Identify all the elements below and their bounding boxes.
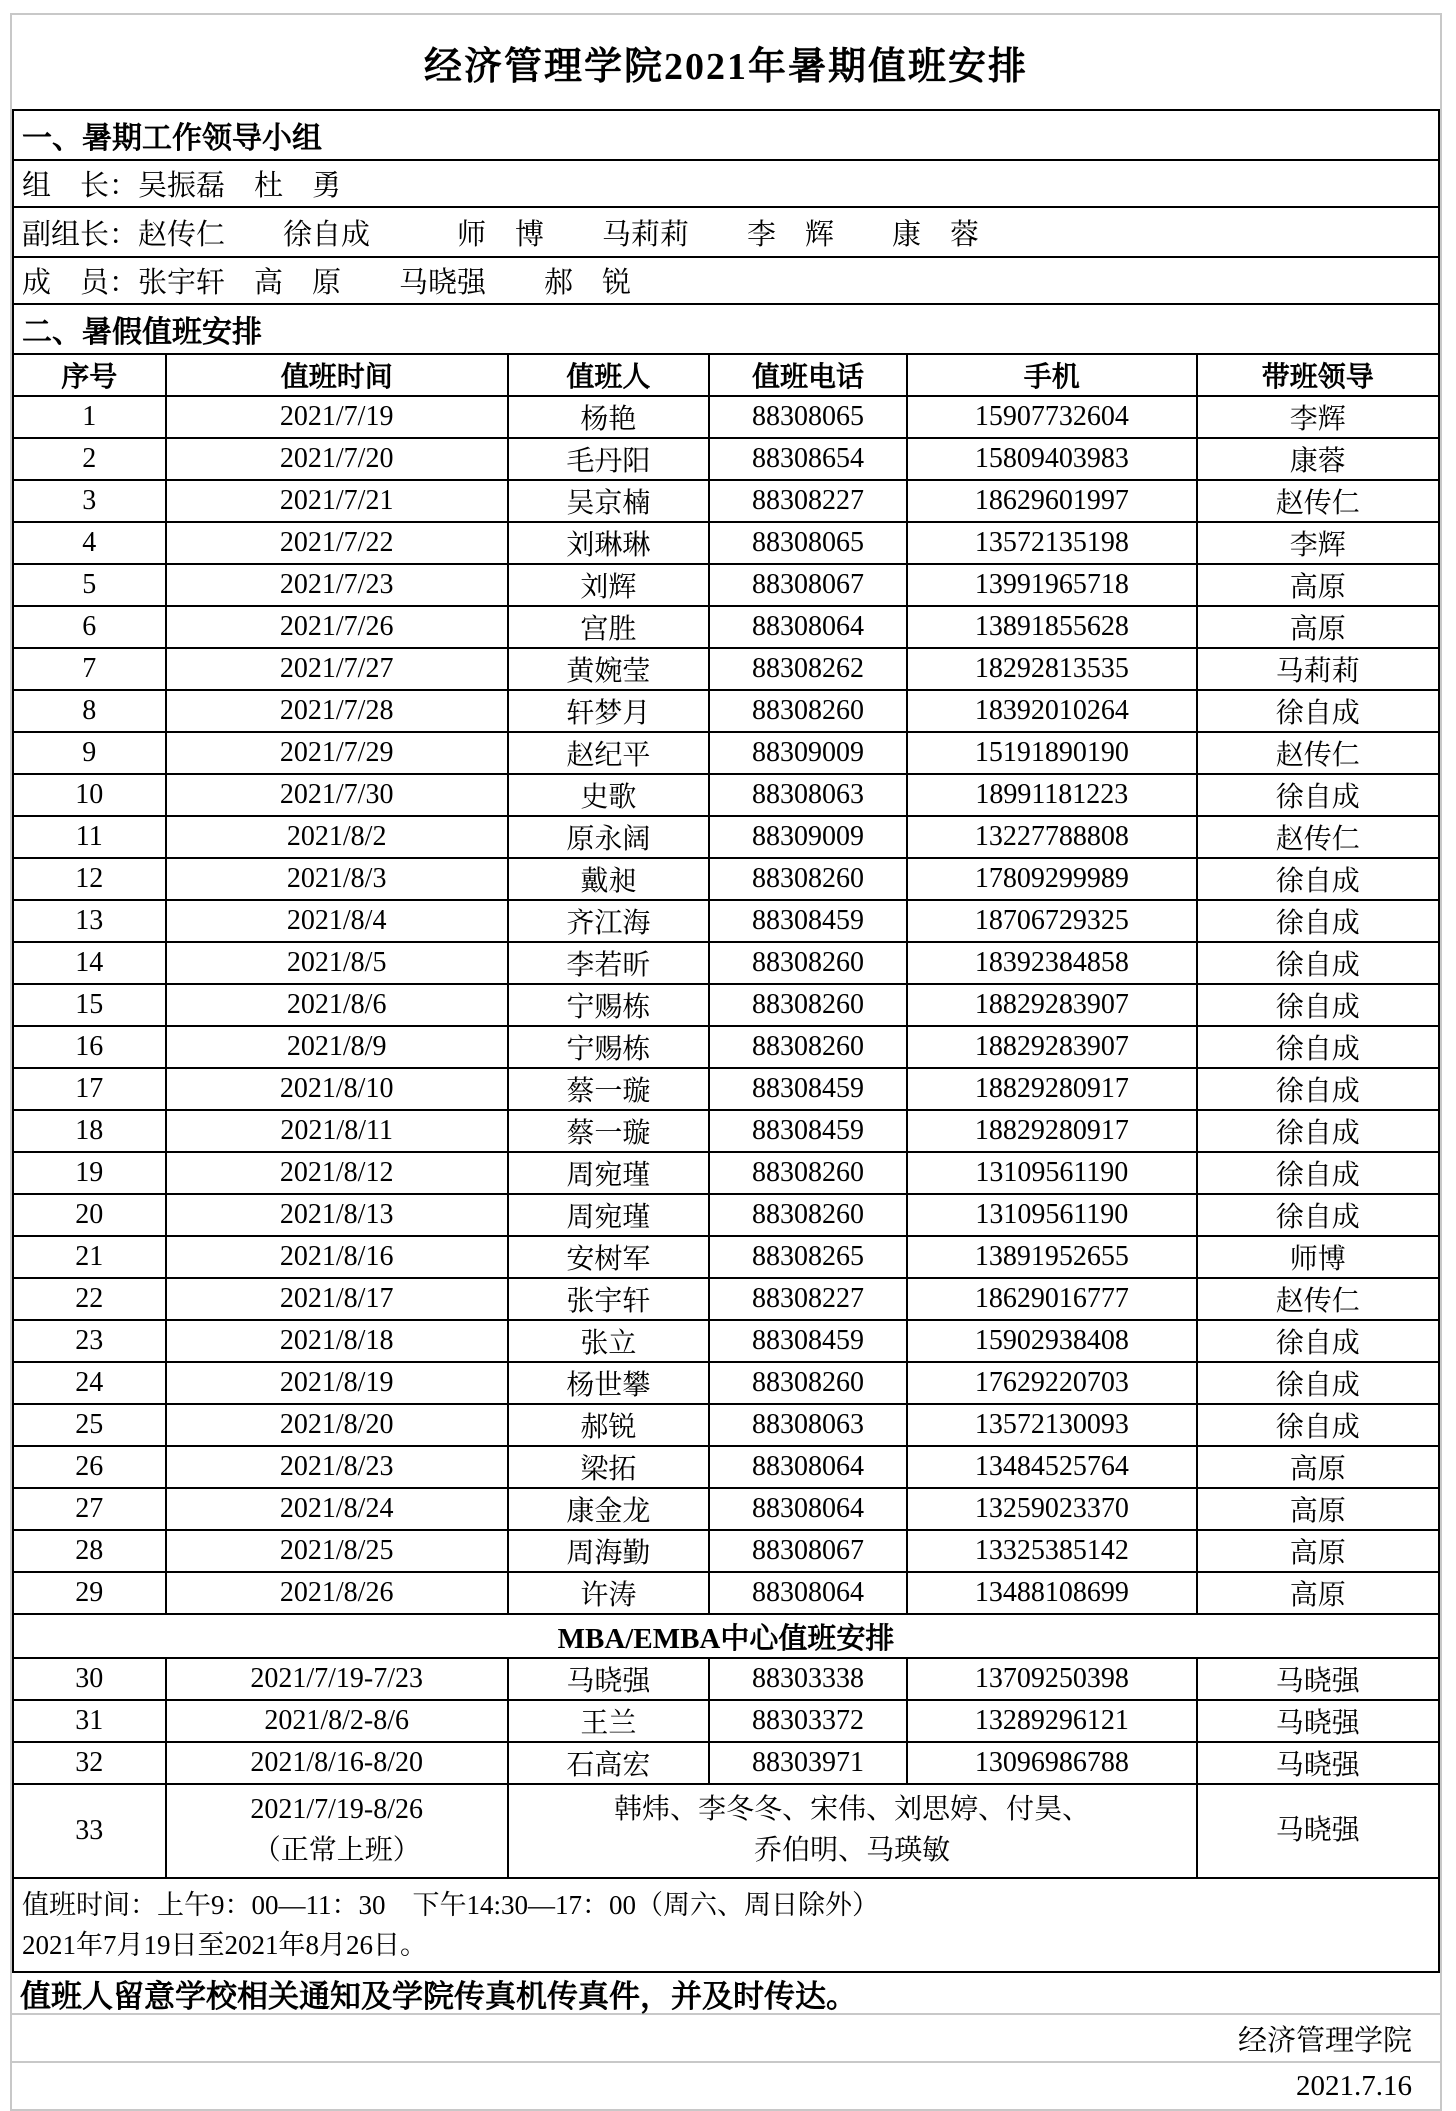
- cell-office-phone: 88308064: [709, 1572, 907, 1614]
- cell-no: 10: [13, 774, 166, 816]
- cell-duty-person: 杨世攀: [508, 1362, 709, 1404]
- cell-duty-leader: 师博: [1197, 1236, 1439, 1278]
- cell-duty-leader: 徐自成: [1197, 1152, 1439, 1194]
- cell-duty-date: 2021/8/13: [166, 1194, 508, 1236]
- table-row: [13, 1320, 1439, 1362]
- cell-duty-leader: 徐自成: [1197, 1320, 1439, 1362]
- col-duty-person: 值班人: [508, 354, 709, 396]
- cell-office-phone: 88308260: [709, 1152, 907, 1194]
- cell-mobile: 17629220703: [907, 1362, 1196, 1404]
- duty-time-row: [13, 1878, 1439, 1972]
- cell-duty-date: 2021/8/6: [166, 984, 508, 1026]
- cell-duty-leader: 徐自成: [1197, 690, 1439, 732]
- cell-duty-persons-line: 韩炜、李冬冬、宋伟、刘思婷、付昊、: [614, 1794, 1091, 1826]
- cell-duty-date: 2021/8/2: [166, 816, 508, 858]
- cell-duty-leader: 徐自成: [1197, 1026, 1439, 1068]
- table-row: [13, 690, 1439, 732]
- cell-duty-leader: 马莉莉: [1197, 648, 1439, 690]
- table-row: [13, 1404, 1439, 1446]
- cell-office-phone: 88308459: [709, 1320, 907, 1362]
- cell-office-phone: 88309009: [709, 816, 907, 858]
- cell-mobile: 17809299989: [907, 858, 1196, 900]
- cell-duty-date: 2021/8/18: [166, 1320, 508, 1362]
- members-row: [13, 257, 1439, 304]
- cell-mobile: 15907732604: [907, 396, 1196, 438]
- cell-duty-leader: 徐自成: [1197, 1362, 1439, 1404]
- cell-duty-person: 张立: [508, 1320, 709, 1362]
- cell-no: 28: [13, 1530, 166, 1572]
- table-row: [13, 1194, 1439, 1236]
- cell-duty-person: 宁赐栋: [508, 984, 709, 1026]
- cell-no: 31: [13, 1700, 166, 1742]
- cell-no: 17: [13, 1068, 166, 1110]
- cell-duty-person: 黄婉莹: [508, 648, 709, 690]
- cell-office-phone: 88308063: [709, 1404, 907, 1446]
- cell-no: 19: [13, 1152, 166, 1194]
- table-row: [13, 1026, 1439, 1068]
- table-row: [13, 1530, 1439, 1572]
- cell-office-phone: 88308260: [709, 1362, 907, 1404]
- table-header-row: [13, 354, 1439, 396]
- member-names: 成 员：张宇轩 高 原 马晓强 郝 锐: [13, 257, 1439, 304]
- cell-duty-date: [166, 1784, 508, 1878]
- cell-duty-leader: [1197, 1784, 1439, 1878]
- cell-duty-date: 2021/7/29: [166, 732, 508, 774]
- cell-mobile: 15902938408: [907, 1320, 1196, 1362]
- cell-mobile: 13891952655: [907, 1236, 1196, 1278]
- cell-duty-leader: 高原: [1197, 1446, 1439, 1488]
- cell-duty-date: 2021/8/11: [166, 1110, 508, 1152]
- table-row: [13, 648, 1439, 690]
- cell-office-phone: 88308459: [709, 900, 907, 942]
- cell-duty-date: 2021/8/10: [166, 1068, 508, 1110]
- cell-duty-person: 杨艳: [508, 396, 709, 438]
- cell-office-phone: 88308227: [709, 480, 907, 522]
- cell-duty-leader: 高原: [1197, 564, 1439, 606]
- table-row: [13, 396, 1439, 438]
- col-duty-date: 值班时间: [166, 354, 508, 396]
- cell-duty-leader: 康蓉: [1197, 438, 1439, 480]
- cell-duty-date: 2021/8/23: [166, 1446, 508, 1488]
- cell-duty-person: 周宛瑾: [508, 1194, 709, 1236]
- cell-duty-person: 轩梦月: [508, 690, 709, 732]
- cell-duty-person: 梁拓: [508, 1446, 709, 1488]
- leader-names: 组 长：吴振磊 杜 勇: [13, 160, 1439, 207]
- cell-duty-date: 2021/7/22: [166, 522, 508, 564]
- cell-mobile: 18629601997: [907, 480, 1196, 522]
- cell-duty-leader: 徐自成: [1197, 1068, 1439, 1110]
- cell-no: 3: [13, 480, 166, 522]
- cell-no: 27: [13, 1488, 166, 1530]
- col-duty-leader: 带班领导: [1197, 354, 1439, 396]
- table-row: [13, 774, 1439, 816]
- cell-duty-leader: 高原: [1197, 1572, 1439, 1614]
- cell-duty-leader: 高原: [1197, 606, 1439, 648]
- notice-row: 值班人留意学校相关通知及学院传真机传真件，并及时传达。: [12, 1973, 1440, 2015]
- cell-mobile: 15809403983: [907, 438, 1196, 480]
- table-row: [13, 564, 1439, 606]
- cell-no: 15: [13, 984, 166, 1026]
- cell-mobile: 13484525764: [907, 1446, 1196, 1488]
- cell-no: 20: [13, 1194, 166, 1236]
- cell-office-phone: 88303971: [709, 1742, 907, 1784]
- cell-duty-leader: 赵传仁: [1197, 1278, 1439, 1320]
- signature-row: [12, 2015, 1440, 2063]
- cell-duty-leader: 马晓强: [1197, 1742, 1439, 1784]
- cell-no: 26: [13, 1446, 166, 1488]
- cell-duty-leader: 高原: [1197, 1530, 1439, 1572]
- section-heading-schedule-row: [13, 304, 1439, 354]
- cell-duty-person: 郝锐: [508, 1404, 709, 1446]
- cell-office-phone: 88308459: [709, 1110, 907, 1152]
- cell-duty-person: 王兰: [508, 1700, 709, 1742]
- table-row: [13, 1572, 1439, 1614]
- cell-duty-date: 2021/8/26: [166, 1572, 508, 1614]
- cell-duty-date: 2021/7/19-7/23: [166, 1658, 508, 1700]
- cell-duty-date: 2021/8/19: [166, 1362, 508, 1404]
- cell-duty-person: 吴京楠: [508, 480, 709, 522]
- cell-no: 21: [13, 1236, 166, 1278]
- cell-duty-leader: 李辉: [1197, 396, 1439, 438]
- cell-duty-person: 许涛: [508, 1572, 709, 1614]
- cell-duty-leader: 徐自成: [1197, 1110, 1439, 1152]
- cell-mobile: 13325385142: [907, 1530, 1196, 1572]
- deputy-leader-row: [13, 207, 1439, 257]
- cell-duty-leader: 徐自成: [1197, 1404, 1439, 1446]
- table-row: [13, 1236, 1439, 1278]
- cell-office-phone: 88308067: [709, 1530, 907, 1572]
- table-row: [13, 858, 1439, 900]
- cell-duty-person: 安树军: [508, 1236, 709, 1278]
- cell-no: 29: [13, 1572, 166, 1614]
- table-row: [13, 984, 1439, 1026]
- cell-office-phone: 88303372: [709, 1700, 907, 1742]
- cell-office-phone: 88308265: [709, 1236, 907, 1278]
- cell-duty-date: 2021/7/21: [166, 480, 508, 522]
- cell-office-phone: 88309009: [709, 732, 907, 774]
- table-row: [13, 816, 1439, 858]
- cell-duty-leader: 赵传仁: [1197, 816, 1439, 858]
- table-row: [13, 606, 1439, 648]
- cell-no: 11: [13, 816, 166, 858]
- duty-time-cell: [13, 1878, 1439, 1972]
- cell-duty-leader: 徐自成: [1197, 774, 1439, 816]
- cell-no-line: 33: [75, 1814, 104, 1846]
- cell-duty-leader: 徐自成: [1197, 1194, 1439, 1236]
- cell-duty-person: 史歌: [508, 774, 709, 816]
- cell-mobile: 13991965718: [907, 564, 1196, 606]
- cell-duty-date: 2021/8/2-8/6: [166, 1700, 508, 1742]
- sheet: [10, 13, 1442, 2111]
- cell-duty-leader: 徐自成: [1197, 900, 1439, 942]
- cell-no: 18: [13, 1110, 166, 1152]
- cell-duty-leader: 马晓强: [1197, 1658, 1439, 1700]
- cell-mobile: 13259023370: [907, 1488, 1196, 1530]
- cell-mobile: 13096986788: [907, 1742, 1196, 1784]
- cell-office-phone: 88308065: [709, 522, 907, 564]
- cell-no: 2: [13, 438, 166, 480]
- cell-mobile: 18829283907: [907, 1026, 1196, 1068]
- cell-duty-date: 2021/7/20: [166, 438, 508, 480]
- cell-mobile: 18706729325: [907, 900, 1196, 942]
- sign-date: 2021.7.16: [1296, 2069, 1412, 2102]
- cell-duty-date: 2021/8/3: [166, 858, 508, 900]
- page-title: 经济管理学院2021年暑期值班安排: [423, 45, 1028, 88]
- cell-duty-person: 齐江海: [508, 900, 709, 942]
- cell-no: 32: [13, 1742, 166, 1784]
- cell-office-phone: 88308063: [709, 774, 907, 816]
- cell-no: 30: [13, 1658, 166, 1700]
- cell-no: 4: [13, 522, 166, 564]
- cell-office-phone: 88308064: [709, 606, 907, 648]
- cell-duty-date-line: （正常上班）: [252, 1835, 421, 1866]
- cell-office-phone: 88308064: [709, 1488, 907, 1530]
- cell-duty-date: 2021/8/24: [166, 1488, 508, 1530]
- cell-office-phone: 88308065: [709, 396, 907, 438]
- cell-duty-leader-line: 马晓强: [1275, 1814, 1360, 1846]
- col-mobile: 手机: [907, 354, 1196, 396]
- cell-mobile: 18991181223: [907, 774, 1196, 816]
- cell-duty-date: 2021/8/25: [166, 1530, 508, 1572]
- cell-duty-date: 2021/7/26: [166, 606, 508, 648]
- cell-duty-date: 2021/8/16-8/20: [166, 1742, 508, 1784]
- cell-duty-leader: 徐自成: [1197, 858, 1439, 900]
- cell-mobile: 13709250398: [907, 1658, 1196, 1700]
- cell-office-phone: 88308260: [709, 858, 907, 900]
- table-row: [13, 732, 1439, 774]
- cell-no: 7: [13, 648, 166, 690]
- deputy-leader-names: 副组长：赵传仁 徐自成 师 博 马莉莉 李 辉 康 蓉: [13, 207, 1439, 257]
- cell-duty-date: 2021/8/16: [166, 1236, 508, 1278]
- cell-office-phone: 88308260: [709, 942, 907, 984]
- cell-mobile: 18829283907: [907, 984, 1196, 1026]
- duty-table: [12, 109, 1440, 1973]
- cell-mobile: 13109561190: [907, 1152, 1196, 1194]
- cell-office-phone: 88308260: [709, 690, 907, 732]
- cell-office-phone: 88308260: [709, 1194, 907, 1236]
- cell-office-phone: 88308067: [709, 564, 907, 606]
- cell-duty-date: 2021/7/27: [166, 648, 508, 690]
- cell-duty-date: 2021/7/23: [166, 564, 508, 606]
- col-office-phone: 值班电话: [709, 354, 907, 396]
- cell-no: [13, 1784, 166, 1878]
- cell-mobile: 13109561190: [907, 1194, 1196, 1236]
- cell-duty-person: 李若昕: [508, 942, 709, 984]
- cell-mobile: 13227788808: [907, 816, 1196, 858]
- cell-duty-person: 赵纪平: [508, 732, 709, 774]
- cell-mobile: 13572135198: [907, 522, 1196, 564]
- cell-mobile: 18392010264: [907, 690, 1196, 732]
- cell-duty-leader: 李辉: [1197, 522, 1439, 564]
- section-heading-leadership: 一、暑期工作领导小组: [13, 110, 1439, 160]
- signature: 经济管理学院: [1237, 2024, 1412, 2057]
- table-row: [13, 1742, 1439, 1784]
- table-row: [13, 1700, 1439, 1742]
- duty-time-line2: 2021年7月19日至2021年8月26日。: [22, 1930, 427, 1960]
- cell-no: 16: [13, 1026, 166, 1068]
- cell-duty-date: 2021/7/19: [166, 396, 508, 438]
- cell-mobile: 18629016777: [907, 1278, 1196, 1320]
- table-row: [13, 1446, 1439, 1488]
- cell-duty-person: 宫胜: [508, 606, 709, 648]
- cell-no: 13: [13, 900, 166, 942]
- cell-mobile: 15191890190: [907, 732, 1196, 774]
- cell-duty-person: 刘辉: [508, 564, 709, 606]
- cell-duty-person: 马晓强: [508, 1658, 709, 1700]
- cell-office-phone: 88303338: [709, 1658, 907, 1700]
- cell-office-phone: 88308227: [709, 1278, 907, 1320]
- section-heading-schedule: 二、暑假值班安排: [13, 304, 1439, 354]
- cell-no: 23: [13, 1320, 166, 1362]
- cell-duty-person: 周宛瑾: [508, 1152, 709, 1194]
- cell-duty-person: 原永阔: [508, 816, 709, 858]
- cell-office-phone: 88308459: [709, 1068, 907, 1110]
- table-row: [13, 480, 1439, 522]
- cell-office-phone: 88308654: [709, 438, 907, 480]
- cell-duty-person: 周海勤: [508, 1530, 709, 1572]
- cell-no: 6: [13, 606, 166, 648]
- mba-section-heading: MBA/EMBA中心值班安排: [13, 1614, 1439, 1658]
- cell-mobile: 18829280917: [907, 1068, 1196, 1110]
- cell-duty-date: 2021/8/20: [166, 1404, 508, 1446]
- cell-no: 8: [13, 690, 166, 732]
- cell-duty-persons-line: 乔伯明、马瑛敏: [754, 1835, 951, 1866]
- cell-duty-leader: 赵传仁: [1197, 732, 1439, 774]
- cell-no: 22: [13, 1278, 166, 1320]
- cell-duty-person: 康金龙: [508, 1488, 709, 1530]
- cell-duty-leader: 徐自成: [1197, 984, 1439, 1026]
- cell-no: 9: [13, 732, 166, 774]
- cell-duty-leader: 高原: [1197, 1488, 1439, 1530]
- cell-no: 24: [13, 1362, 166, 1404]
- leader-row: [13, 160, 1439, 207]
- duty-time-line1: 值班时间：上午9：00—11：30 下午14:30—17：00（周六、周日除外）: [22, 1889, 879, 1920]
- cell-duty-persons: [508, 1784, 1197, 1878]
- cell-office-phone: 88308260: [709, 1026, 907, 1068]
- cell-office-phone: 88308064: [709, 1446, 907, 1488]
- cell-duty-date: 2021/8/4: [166, 900, 508, 942]
- col-no: 序号: [13, 354, 166, 396]
- cell-duty-person: 张宇轩: [508, 1278, 709, 1320]
- table-row: [13, 942, 1439, 984]
- cell-duty-leader: 徐自成: [1197, 942, 1439, 984]
- cell-duty-person: 宁赐栋: [508, 1026, 709, 1068]
- cell-mobile: 13572130093: [907, 1404, 1196, 1446]
- cell-duty-person: 石高宏: [508, 1742, 709, 1784]
- table-row: [13, 1658, 1439, 1700]
- section-heading-leadership-row: [13, 110, 1439, 160]
- cell-no: 25: [13, 1404, 166, 1446]
- cell-duty-person: 蔡一璇: [508, 1068, 709, 1110]
- cell-mobile: 18292813535: [907, 648, 1196, 690]
- table-row: [13, 1110, 1439, 1152]
- cell-office-phone: 88308260: [709, 984, 907, 1026]
- table-row: [13, 438, 1439, 480]
- cell-duty-person: 刘琳琳: [508, 522, 709, 564]
- cell-duty-date: 2021/8/12: [166, 1152, 508, 1194]
- cell-duty-date: 2021/8/9: [166, 1026, 508, 1068]
- mba-section-row: [13, 1614, 1439, 1658]
- table-row: [13, 1278, 1439, 1320]
- cell-duty-leader: 马晓强: [1197, 1700, 1439, 1742]
- cell-mobile: 18829280917: [907, 1110, 1196, 1152]
- cell-no: 12: [13, 858, 166, 900]
- cell-duty-date: 2021/7/28: [166, 690, 508, 732]
- cell-office-phone: 88308262: [709, 648, 907, 690]
- sign-date-row: [12, 2063, 1440, 2111]
- cell-no: 5: [13, 564, 166, 606]
- cell-duty-date: 2021/7/30: [166, 774, 508, 816]
- cell-mobile: 13488108699: [907, 1572, 1196, 1614]
- cell-duty-date-line: 2021/7/19-8/26: [250, 1794, 424, 1826]
- cell-duty-person: 蔡一璇: [508, 1110, 709, 1152]
- cell-no: 1: [13, 396, 166, 438]
- cell-mobile: 13289296121: [907, 1700, 1196, 1742]
- cell-duty-person: 戴昶: [508, 858, 709, 900]
- table-row: [13, 1068, 1439, 1110]
- table-row-merged: [13, 1784, 1439, 1878]
- cell-no: 14: [13, 942, 166, 984]
- table-row: [13, 1152, 1439, 1194]
- cell-duty-date: 2021/8/17: [166, 1278, 508, 1320]
- cell-duty-date: 2021/8/5: [166, 942, 508, 984]
- cell-mobile: 18392384858: [907, 942, 1196, 984]
- cell-duty-person: 毛丹阳: [508, 438, 709, 480]
- table-row: [13, 1488, 1439, 1530]
- table-row: [13, 522, 1439, 564]
- table-row: [13, 1362, 1439, 1404]
- cell-duty-leader: 赵传仁: [1197, 480, 1439, 522]
- cell-mobile: 13891855628: [907, 606, 1196, 648]
- table-row: [13, 900, 1439, 942]
